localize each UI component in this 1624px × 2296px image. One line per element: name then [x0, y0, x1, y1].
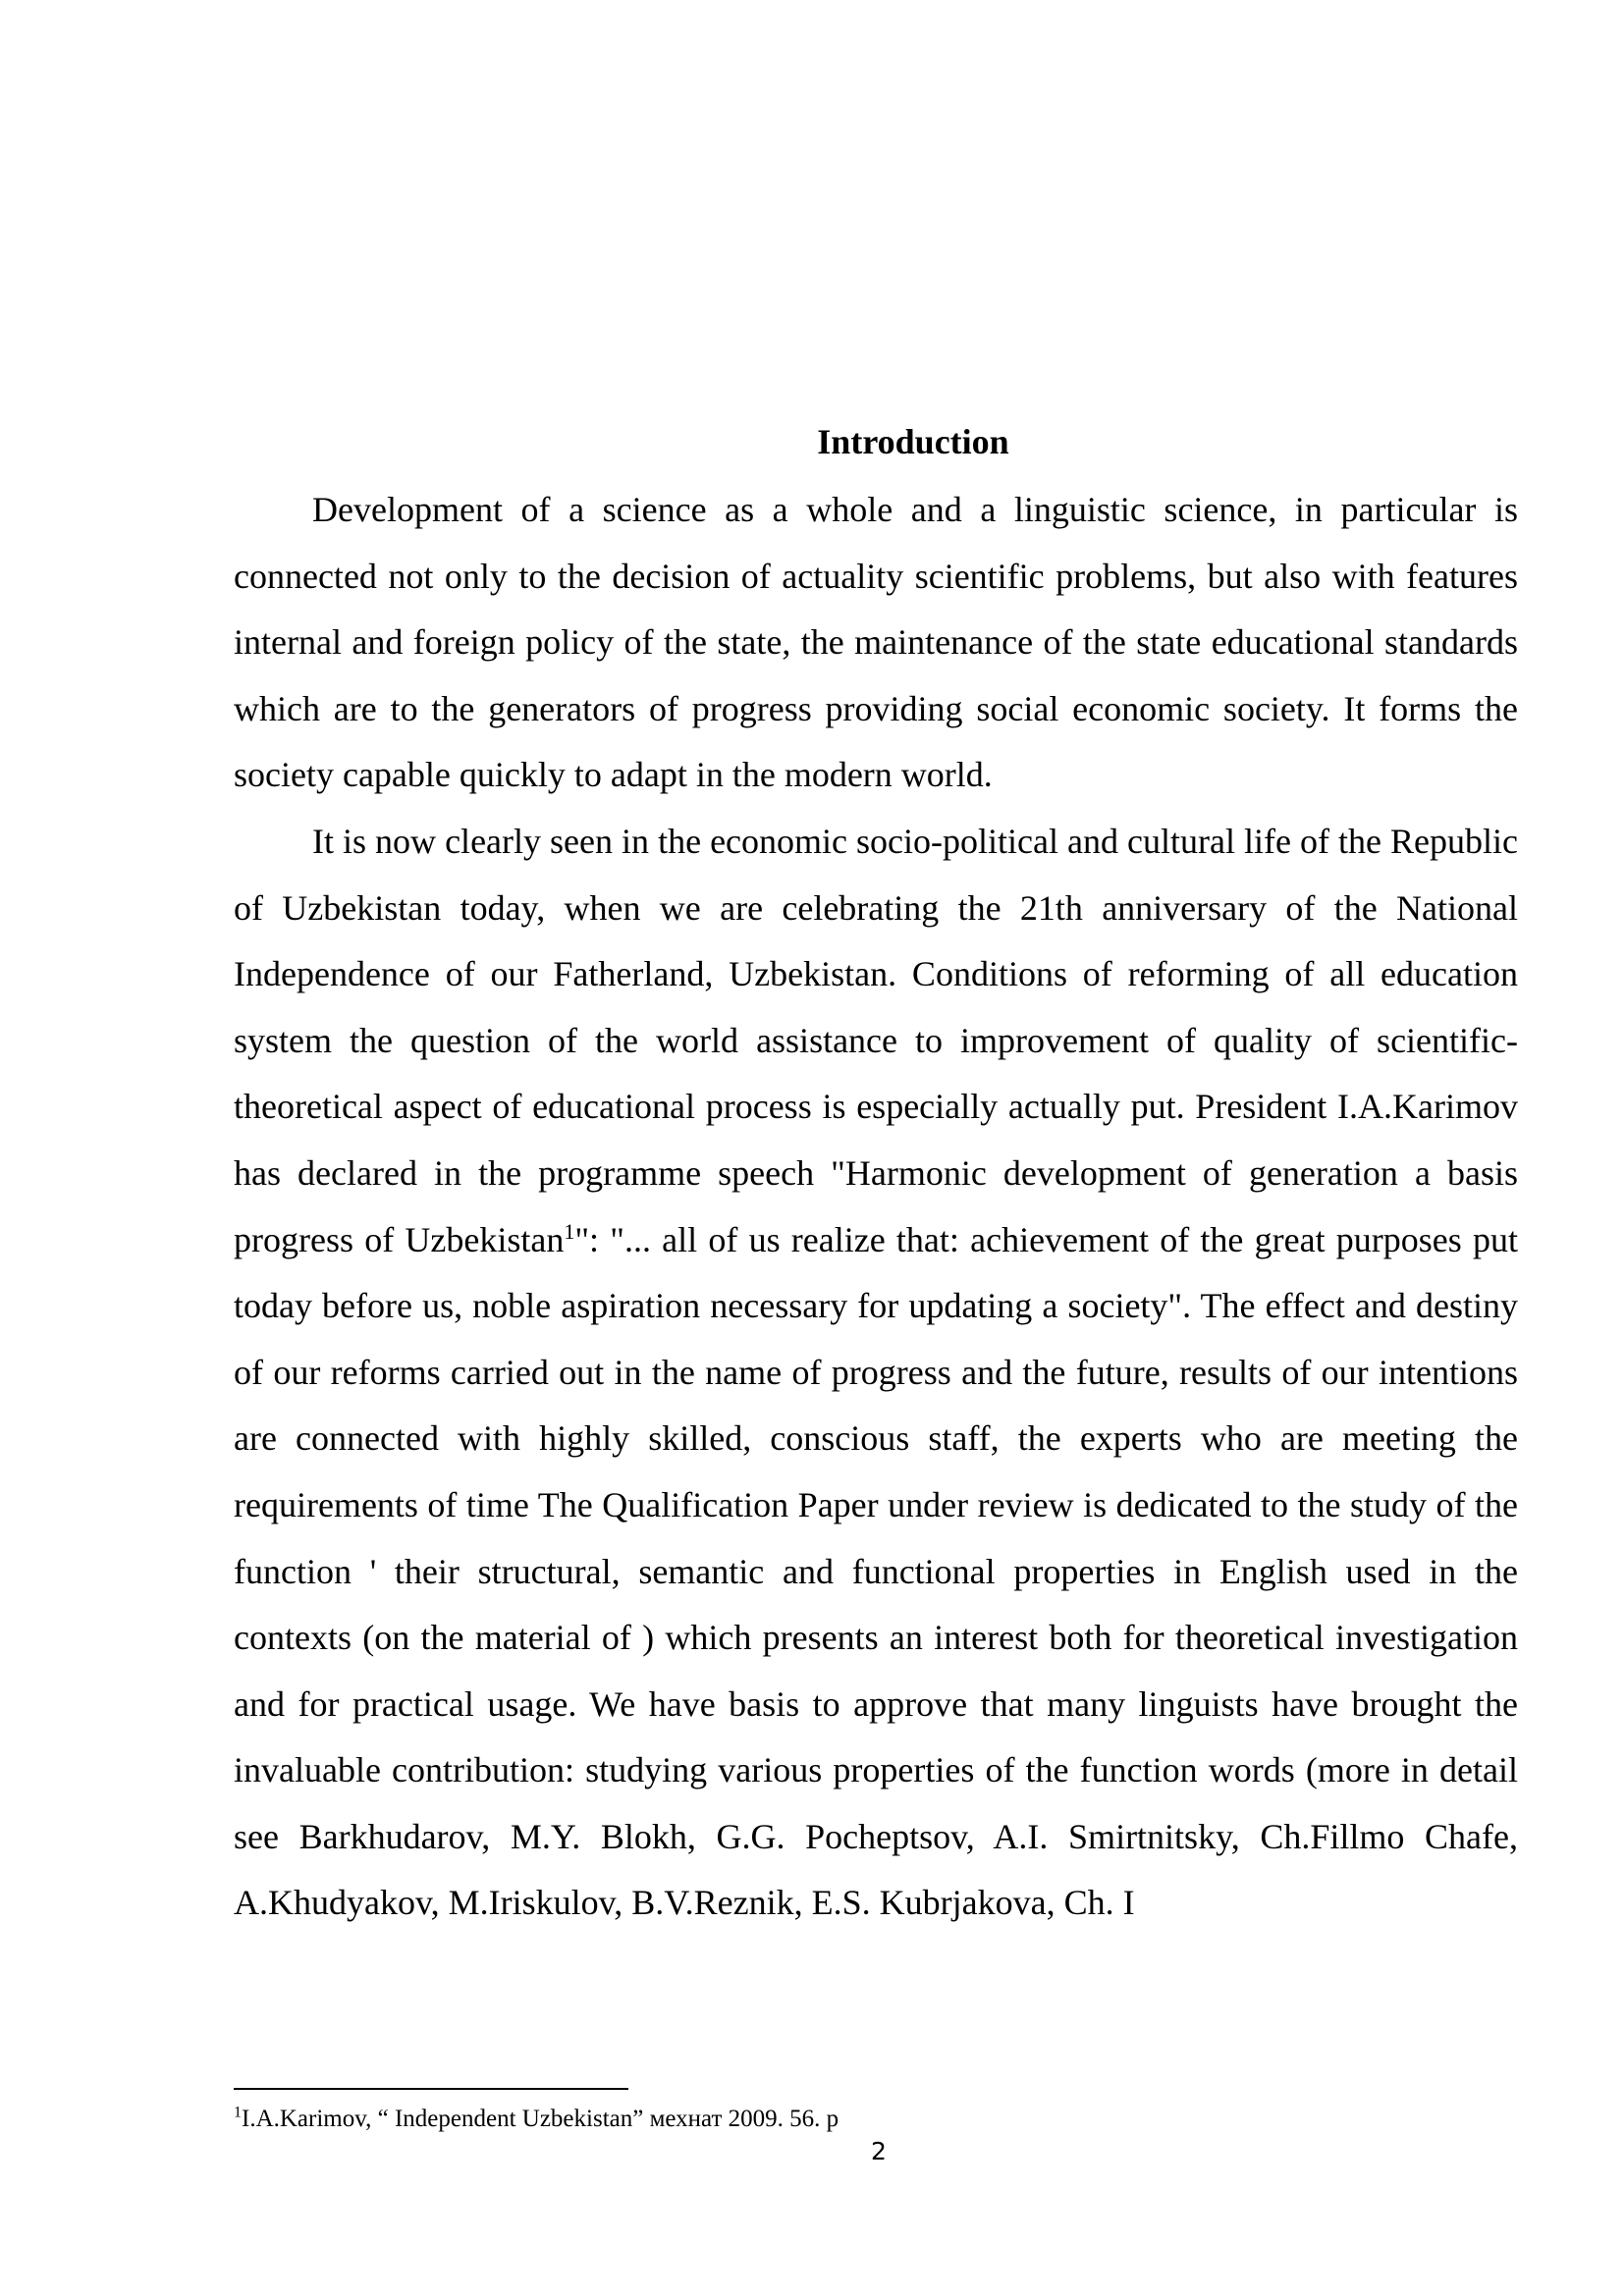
footnote-reference: 1: [564, 1218, 575, 1244]
paragraph-2-text-start: It is now clearly seen in the economic socio-political and cultural life of the Republic of Uzbekistan today, when we are celebrating the 21th anniversary of the National Independence of our Fatherland, Uzbekistan. Conditions of reforming of all education system the question of the world assistance to improvement of quality of scientific-theoretical aspect of educational process is especially actually put. President I.A.Karimov has declared in the programme speech "Harmonic development of generation a basis progress of Uzbekistan: [234, 821, 1518, 1259]
page-number: 2: [871, 2137, 887, 2165]
footnote: [234, 2102, 839, 2137]
footnote-separator: [234, 2088, 628, 2090]
footnote-number: 1: [234, 2104, 242, 2121]
paragraph-2-text-end: ": "... all of us realize that: achievement of the great purposes put today before us, noble aspiration necessary for updating a society". The effect and destiny of our reforms carried out in the name of progress and the future, results of our intentions are connected with highly skilled, conscious staff, the experts who are meeting the requirements of time The Qualification Paper under review is dedicated to the study of the function ' their structural, semantic and functional properties in English used in the contexts (on the material of ) which presents an interest both for theoretical investigation and for practical usage. We have basis to approve that many linguists have brought the invaluable contribution: studying various properties of the function words (more in detail see Barkhudarov, M.Y. Blokh, G.G. Pocheptsov, A.I. Smirtnitsky, Ch.Fillmo Chafe, A.Khudyakov, M.Iriskulov, B.V.Reznik, E.S. Kubrjakova, Ch. I: [234, 1219, 1518, 1923]
footnote-text: I.A.Karimov, “ Independent Uzbekistan” мехнат 2009. 56. p: [242, 2106, 839, 2132]
paragraph-2: [234, 809, 1518, 1937]
paragraph-1: Development of a science as a whole and a linguistic science, in particular is connected not only to the decision of actuality scientific problems, but also with features internal and foreign policy of the state, the maintenance of the state educational standards which are to the generators of progress providing social economic society. It forms the society capable quickly to adapt in the modern world.: [234, 490, 1518, 795]
body-text: [234, 477, 1518, 1937]
section-title: Introduction: [817, 422, 1009, 461]
